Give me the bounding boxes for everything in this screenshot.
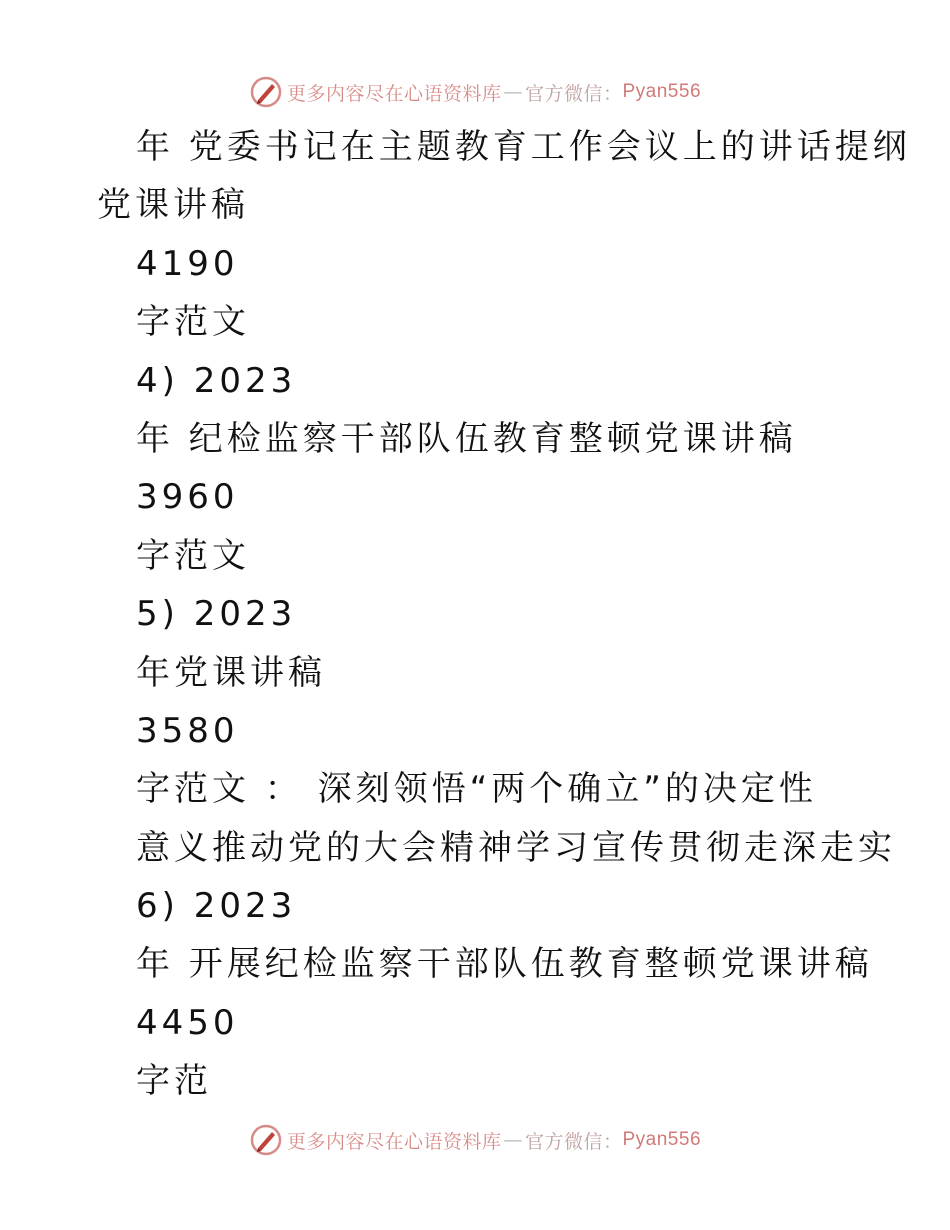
header-watermark: [0, 72, 950, 112]
banner-dash: —: [503, 81, 523, 103]
text-line: 4450: [136, 1002, 239, 1043]
footer-watermark: [0, 1120, 950, 1160]
text-line: 字范: [136, 1061, 212, 1102]
text-line: 3960: [136, 477, 239, 518]
banner-wechat-id: Pyan556: [622, 81, 702, 102]
text-line: 字范文: [136, 535, 250, 576]
banner-main-text: 更多内容尽在心语资料库: [286, 1130, 502, 1153]
text-line: 党课讲稿: [97, 185, 249, 226]
text-line: 5) 2023: [136, 594, 297, 635]
pen-logo-icon: [249, 1123, 283, 1157]
text-line: 6) 2023: [136, 886, 297, 927]
banner-contact-label: 官方微信：: [524, 82, 623, 105]
pen-logo-icon: [249, 75, 283, 109]
text-line: 年党课讲稿: [136, 652, 326, 693]
document-body: [0, 118, 950, 1111]
text-line: 3580: [136, 710, 239, 751]
text-line: 字范文 ： 深刻领悟“两个确立”的决定性: [136, 769, 817, 810]
text-line: 4) 2023: [136, 360, 297, 401]
text-line: 年 开展纪检监察干部队伍教育整顿党课讲稿: [136, 944, 873, 985]
text-line: 4190: [136, 243, 239, 284]
banner-wechat-id: Pyan556: [622, 1129, 702, 1150]
text-line: 意义推动党的大会精神学习宣传贯彻走深走实: [136, 827, 896, 868]
text-line: 年 纪检监察干部队伍教育整顿党课讲稿: [136, 418, 797, 459]
text-line: 字范文: [136, 302, 250, 343]
banner-main-text: 更多内容尽在心语资料库: [286, 82, 502, 105]
banner-dash: —: [503, 1129, 523, 1151]
banner-contact-label: 官方微信：: [524, 1130, 623, 1153]
text-line: 年 党委书记在主题教育工作会议上的讲话提纲: [136, 127, 911, 167]
